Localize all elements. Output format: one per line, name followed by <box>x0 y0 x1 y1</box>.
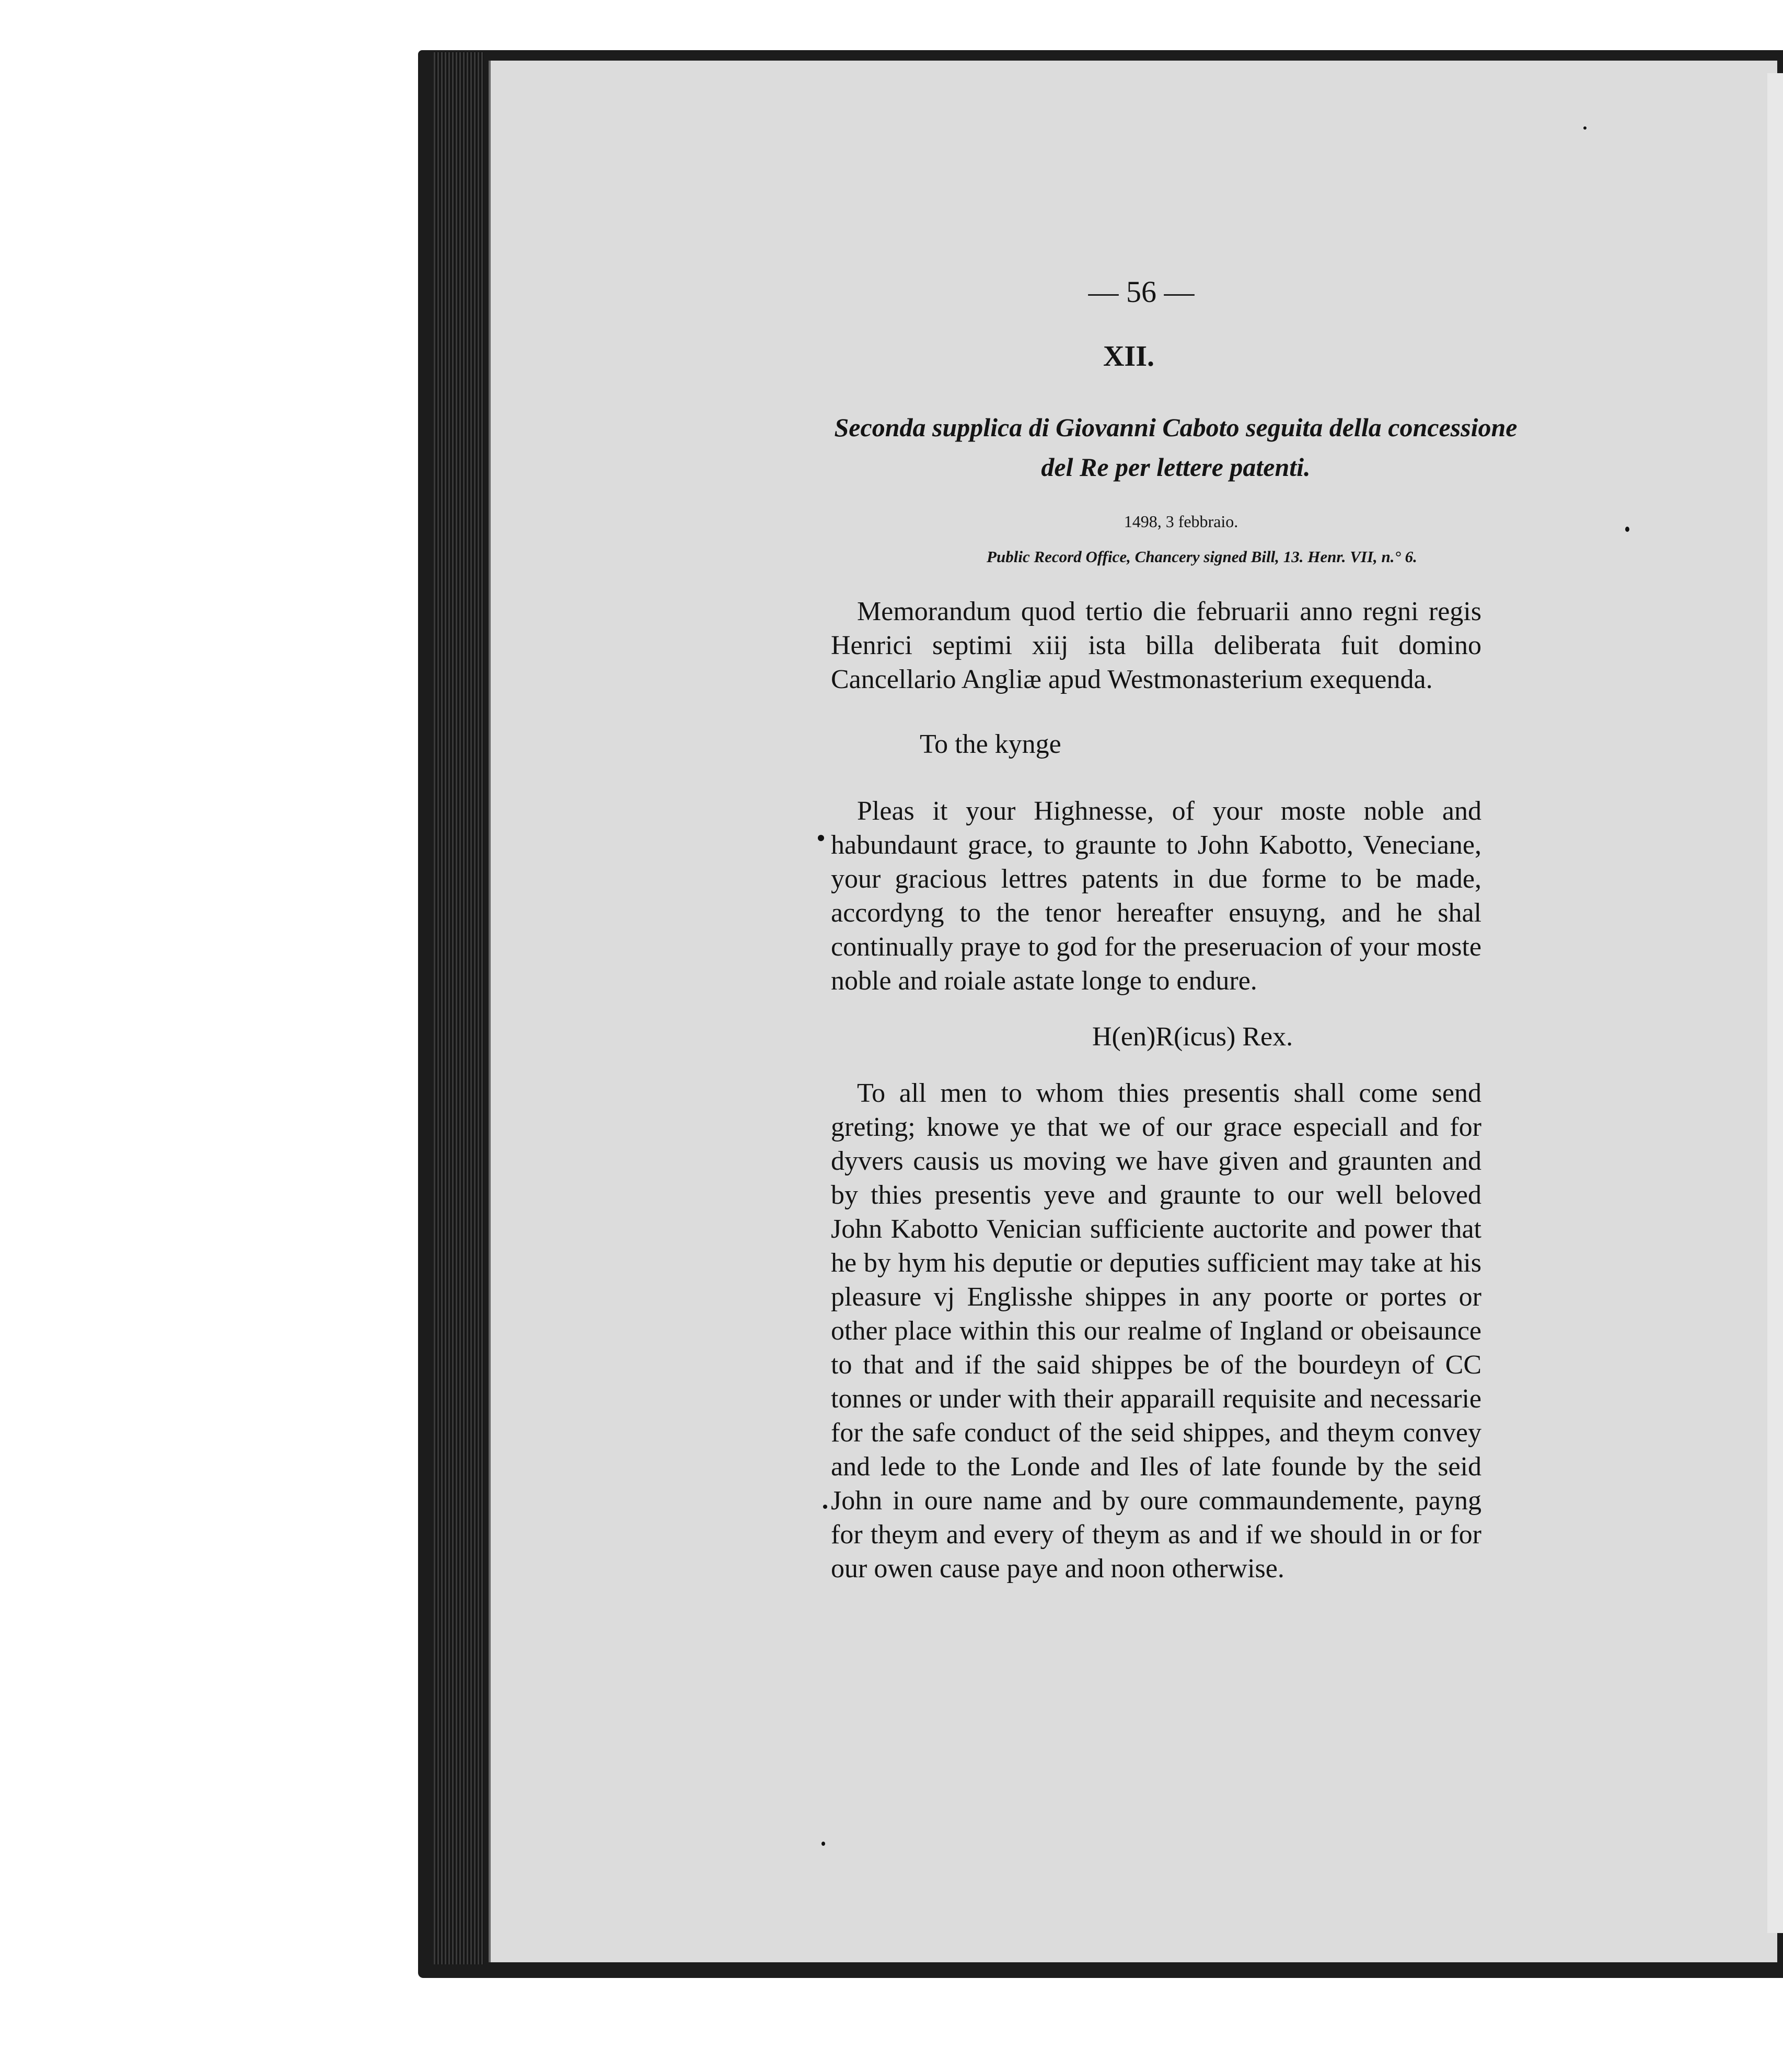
section-number: XII. <box>1103 340 1155 373</box>
scan-speck <box>823 1505 827 1509</box>
page-number: — 56 — <box>1088 275 1195 309</box>
document-title <box>815 408 1536 487</box>
scan-speck <box>821 1842 825 1846</box>
petition-paragraph: Pleas it your Highnesse, of your moste noble and habundaunt grace, to graunte to John Kabotto, Veneciane, your gracious lettres patents in due forme to be made, accordyng to the tenor hereafter ensuyng, and he shal continually praye to god for the preseruacion of your moste noble and roiale astate longe to endure. <box>831 796 1481 996</box>
document-date: 1498, 3 febbraio. <box>1124 512 1238 531</box>
title-line-1: Seconda supplica di Giovanni Caboto seguita della concessione <box>834 413 1518 442</box>
scan-speck <box>818 835 824 841</box>
facing-page-edge <box>1767 73 1783 1933</box>
salutation: To the kynge <box>920 729 1061 759</box>
document-source: Public Record Office, Chancery signed Bill, 13. Henr. VII, n.° 6. <box>987 548 1417 566</box>
grant-paragraph: To all men to whom thies presentis shall come send greting; knowe ye that we of our grace especiall and for dyvers causis us moving we have given and graunten and by thies presentis yeve and graunte to our well beloved John Kabotto Venician sufficiente auctorite and power that he by hym his deputie or deputies sufficient may take at his pleasure vj Englisshe shippes in any poorte or portes or other place within this our realme of Ingland or obeisaunce to that and if the said shippes be of the bourdeyn of CC tonnes or under with their apparaill requisite and necessarie for the safe conduct of the seid shippes, and theym convey and lede to the Londe and Iles of late founde by the seid John in oure name and by oure commaundemente, payng for theym and every of theym as and if we should in or for our owen cause paye and noon otherwise. <box>831 1078 1481 1584</box>
scan-speck <box>1625 527 1629 532</box>
title-line-2: del Re per lettere patenti. <box>1041 452 1311 482</box>
scan-speck <box>1583 126 1587 130</box>
royal-signature: H(en)R(icus) Rex. <box>1092 1022 1293 1052</box>
memorandum-paragraph: Memorandum quod tertio die februarii anno regni regis Henrici septimi xiij ista billa deliberata fuit domino Cancellario Angliæ apud Westmonasterium exequenda. <box>831 597 1481 694</box>
page-edges <box>434 52 484 1964</box>
